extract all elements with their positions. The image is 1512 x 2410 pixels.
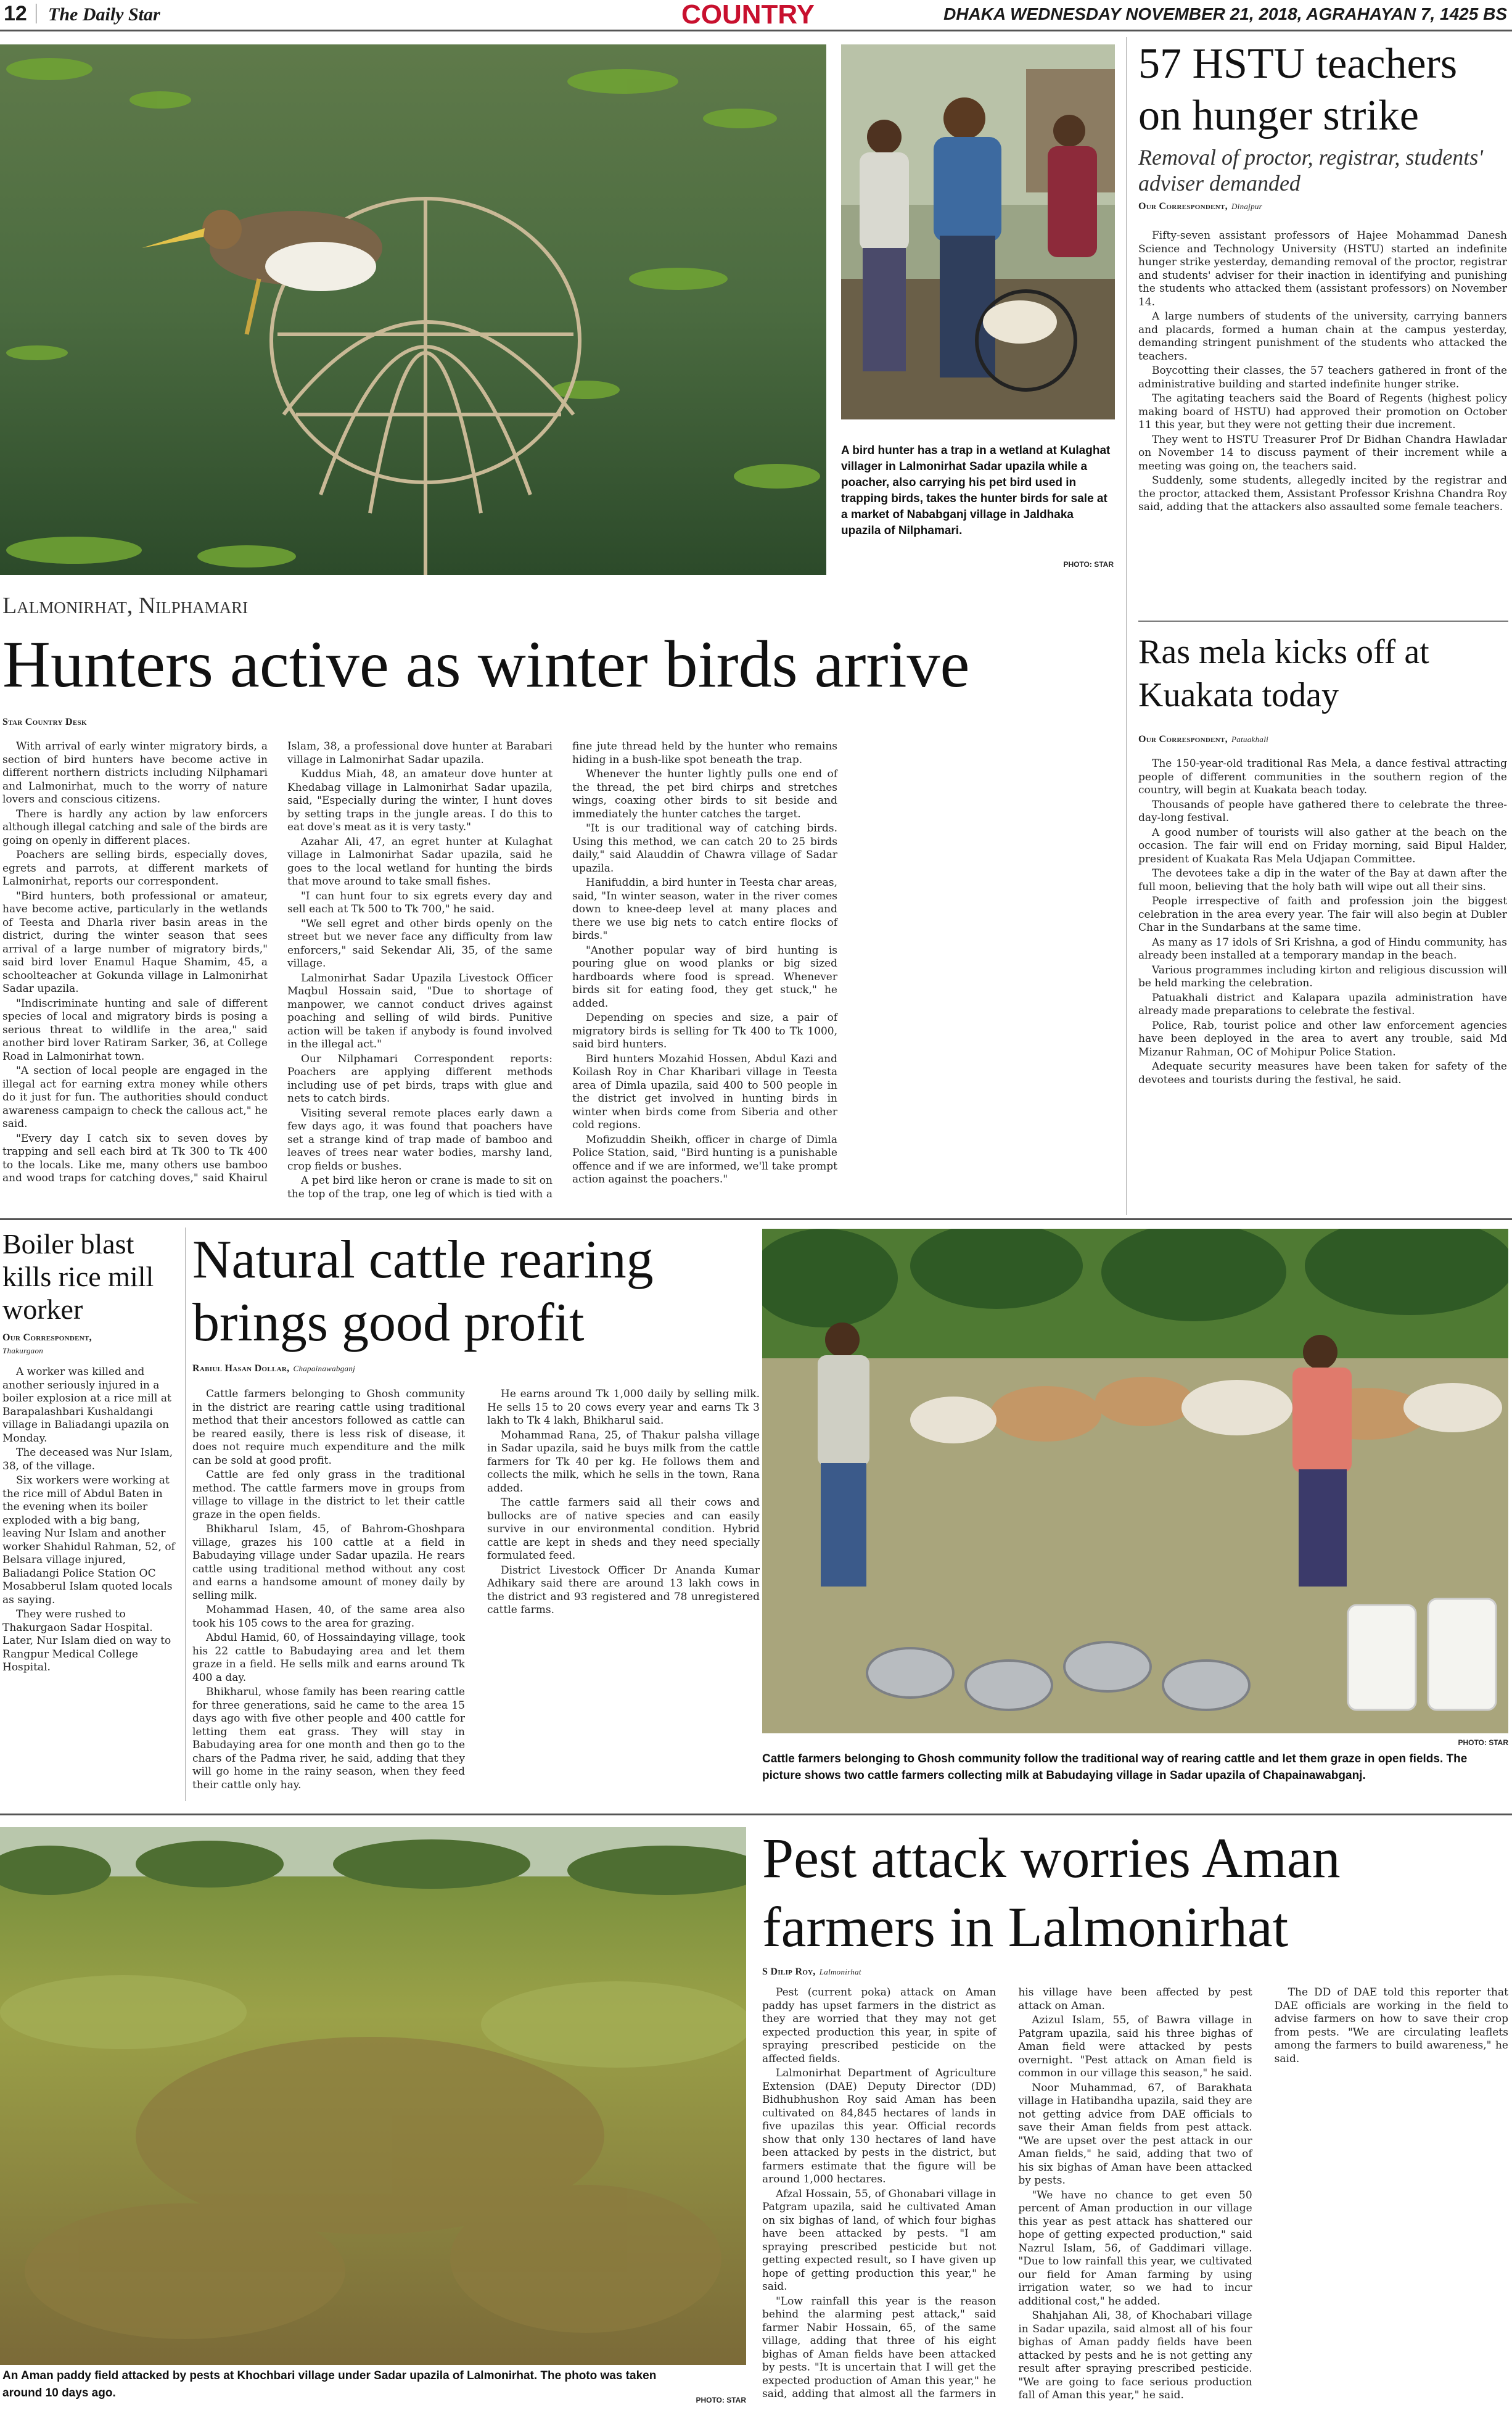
rasmela-paragraph: Thousands of people have gathered there to celebrate the three-day-long festival. [1138,798,1507,824]
hunters-paragraph: Hanifuddin, a bird hunter in Teesta char areas, said, "In winter season, water in the river comes down to knee-deep level at many places and there we use big nets to catch entire flocks of birds." [572,877,837,942]
rasmela-byline: Our Correspondent, Patuakhali [1138,734,1269,745]
header-rule [0,30,1512,31]
pest-paragraph: Noor Muhammad, 67, of Barakhata village in Hatibandha upazila, said they are not getting advice from DAE officials to save their Aman fields from pest attack. "We are upset over the pest attack in our Aman fields," he said, adding that two of his six bighas of Aman have been attacked by pests. [1018,2081,1252,2187]
rasmela-paragraph: Adequate security measures have been taken for safety of the devotees and tourists during the festival, he said. [1138,1060,1507,1086]
hunters-paragraph: Azahar Ali, 47, an egret hunter at Kulaghat village in Lalmonirhat Sadar upazila, said he goes to the local wetland for hunting the birds that move around to take small fishes. [287,835,553,888]
rasmela-headline: Ras mela kicks off at Kuakata today [1138,633,1429,714]
hunters-paragraph: A pet bird like heron or crane is made to sit on the top of the trap, one leg of which is tied with a fine jute thread held by the hunter who remains hiding in a bush-like spot beneath the trap. [287,740,837,1200]
pest-paragraph: Lalmonirhat Department of Agriculture Extension (DAE) Deputy Director (DD) Bidhubhushon Roy said Aman has been cultivated on 84,845 hectares of lands in five upazilas this year. Official records show that only 130 hectares of land have been attacked by pests in the district, but farmers estimate that the figure will be around 1,000 hectares. [762,2067,996,2185]
hunters-paragraph: There is hardly any action by law enforcers although illegal catching and sale of the birds are going on openly in different places. [2,807,268,847]
rasmela-paragraph: As many as 17 idols of Sri Krishna, a god of Hindu community, has already been installed at a temporary mandap in the beach. [1138,936,1507,962]
rasmela-paragraph: A good number of tourists will also gather at the beach on the occasion. The fair will end on Friday morning, said Bipul Halder, president of Kuakata Ras Mela Udjapan Committee. [1138,826,1507,865]
rasmela-paragraph: Various programmes including kirton and religious discussion will be held marking the celebration. [1138,964,1507,989]
cattle-headline: Natural cattle rearing brings good profit [192,1230,654,1353]
hunters-paragraph: Visiting several remote places early dawn a few days ago, it was found that poachers have set a strange kind of trap made of bamboo and leaves of trees near water bodies, marshy land, crop fields or bushes. [287,1107,553,1173]
hstu-body [1138,229,1507,611]
hunters-paragraph: Whenever the hunter lightly pulls one end of the thread, the pet bird chirps and stretches wings, coaxing other birds to sit beside and immediately the hunter catches the target. [572,768,837,820]
cattle-byline: Rabiul Hasan Dollar, Chapainawabganj [192,1363,356,1374]
cattle-photo-caption: Cattle farmers belonging to Ghosh community follow the traditional way of rearing cattle and let them graze in open fields. The picture shows two cattle farmers collecting milk at Babudaying village in Sadar upazila of Chapainawabganj. [762,1752,1468,1782]
hstu-paragraph: Fifty-seven assistant professors of Hajee Mohammad Danesh Science and Technology University (HSTU) started an indefinite hunger strike yesterday, demanding removal of the proctor, registrar and students' adviser for their inaction in identifying and punishing the students who attacked them (assistant professors) on November 14. [1138,229,1507,308]
cattle-photo [762,1229,1508,1733]
boiler-byline: Our Correspondent, Thakurgaon [2,1332,92,1355]
hunters-paragraph: Poachers are selling birds, especially doves, egrets and parrots, at different markets of Lalmonirhat, reports our correspondent. [2,849,268,888]
hunters-paragraph: "A section of local people are engaged in the illegal act for earning extra money while others do it just for fun. The authorities should conduct awareness campaign to check the callous act," he said. [2,1065,268,1130]
rasmela-paragraph: The devotees take a dip in the water of the Bay at dawn after the full moon, believing that the holy bath will wipe out all their sins. [1138,867,1507,893]
hstu-byline: Our Correspondent, Dinajpur [1138,201,1263,212]
rasmela-body [1138,757,1507,1208]
pest-paragraph: Pest (current poka) attack on Aman paddy has upset farmers in the district as they are worried that they may not get expected production this year, in spite of spraying prescribed pesticide on the affected fields. [762,1986,996,2065]
hunters-paragraph: Depending on species and size, a pair of migratory birds is selling for Tk 400 to Tk 1000, said bird hunters. [572,1012,837,1050]
masthead [0,0,1512,28]
cattle-paragraph: Abdul Hamid, 60, of Hossaindaying village, took his 22 cattle to Babudaying area and let them graze in a field. He sells milk and earns around Tk 400 a day. [192,1632,465,1684]
hunters-paragraph: "Indiscriminate hunting and sale of different species of local and migratory birds is posing a serious threat to wildlife in the area," said another bird lover Ratiram Sarker, 36, at College Road in Lalmonirhat town. [2,997,268,1063]
cattle-paragraph: Bhikharul Islam, 45, of Bahrom-Ghoshpara village, grazes his 100 cattle at a field in Babudaying village under Sadar upazila. He rears cattle using traditional method without any cost and earns a handsome amount of money daily by selling milk. [192,1523,465,1602]
cattle-photo-credit: PHOTO: STAR [1458,1738,1508,1747]
hunters-paragraph: "We sell egret and other birds openly on the street but we never face any difficulty from law enforcers," said Sekendar Ali, 35, of the same village. [287,917,553,970]
hstu-paragraph: The agitating teachers said the Board of Regents (highest policy making board of HSTU) had approved their promotion on October 11 this year, but they were not getting their due increment. [1138,392,1507,431]
cattle-body [192,1388,760,1798]
hunters-paragraph: "It is our traditional way of catching birds. Using this method, we can catch 20 to 25 birds daily," said Alauddin of Chawra village of Sadar upazila. [572,822,837,875]
pest-paragraph: Shahjahan Ali, 38, of Khochabari village in Sadar upazila, said almost all of his four bighas of Aman paddy fields have been attacked by pests and he is not getting any result after spraying prescribed pesticide. "We are going to face serious production fall of Aman this year," he said. [1018,2309,1252,2401]
pest-paragraph: Azizul Islam, 55, of Bawra village in Patgram upazila, said his three bighas of Aman field were attacked by pests overnight. "Pest attack on Aman field is common in our village this season," he said. [1018,2014,1252,2079]
hunters-paragraph: With arrival of early winter migratory birds, a section of bird hunters have become active in different northern districts including Nilphamari and Lalmonirhat, much to the worry of nature lovers and conscious citizens. [2,740,268,806]
hstu-paragraph: Boycotting their classes, the 57 teachers gathered in front of the administrative building and started indefinite hunger strike. [1138,365,1507,390]
hstu-paragraph: Suddenly, some students, allegedly incited by the registrar and the proctor, attacked them, Assistant Professor Krishna Chandra Roy said, adding that the attackers also assaulted some female teachers. [1138,474,1507,513]
cattle-paragraph: Mohammad Hasen, 40, of the same area also took his 105 cows to the area for grazing. [192,1604,465,1630]
pest-paragraph: Afzal Hossain, 55, of Ghonabari village in Patgram upazila, said he cultivated Aman on six bighas of land, of which four bighas have been attacked by pests. "I am spraying prescribed pesticide but not getting expected result, so I have given up hope of getting production this year," he said. [762,2187,996,2293]
cattle-paragraph: Cattle farmers belonging to Ghosh community in the district are rearing cattle using traditional method that their ancestors followed as cattle can be reared easily, there is less risk of disease, it does not require much expenditure and the milk can be sold at good profit. [192,1388,465,1467]
cattle-paragraph: Cattle are fed only grass in the traditional method. The cattle farmers move in groups from village to village in the district to let their cattle graze in the open fields. [192,1469,465,1521]
hunters-paragraph: Lalmonirhat Sadar Upazila Livestock Officer Maqbul Hossain said, "Due to shortage of manpower, we cannot conduct drives against poaching and selling of wild birds. Punitive action will be taken if anybody is found involved in the illegal act." [287,972,553,1050]
boiler-paragraph: They were rushed to Thakurgaon Sadar Hospital. Later, Nur Islam died on way to Rangpur Medical College Hospital. [2,1608,171,1673]
hunters-paragraph: "Bird hunters, both professional or amateur, have become active, particularly in the wetlands of Teesta and Dharla river basin areas in the district, during the winter season that sees arrival of a large number of migratory birds," said bird lover Enamul Haque Shamim, 45, a schoolteacher at Gokunda village in Lalmonirhat Sadar upazila. [2,889,268,995]
rasmela-paragraph: People irrespective of faith and profession join the biggest celebration in the area every year. The fair will also begin at Dubler Char in the Sundarbans at the same time. [1138,895,1507,934]
hstu-paragraph: A large numbers of students of the university, carrying banners and placards, formed a human chain at the campus yesterday, demanding stringent punishment of the students who attacked the teachers. [1138,310,1507,363]
bird-photo-credit: PHOTO: STAR [1063,560,1114,569]
hunters-paragraph: Our Nilphamari Correspondent reports: Poachers are applying different methods including use of pet birds, traps with glue and nets to catch birds. [287,1052,553,1105]
bird-photo-caption: A bird hunter has a trap in a wetland at Kulaghat villager in Lalmonirhat Sadar upazila while a poacher, also carrying his pet bird used in trapping birds, takes the hunter birds for sale at a market of Nababganj village in Jaldhaka upazila of Nilphamari. [841,444,1111,537]
paddy-photo-caption: An Aman paddy field attacked by pests at Khochbari village under Sadar upazila of Lalmonirhat. The photo was taken around 10 days ago. [2,2369,657,2400]
newspaper-logo: The Daily Star [48,4,160,25]
section-label: COUNTRY [681,0,815,28]
rasmela-paragraph: Police, Rab, tourist police and other law enforcement agencies have been deployed in the area to avert any trouble, said Md Mizanur Rahman, OC of Mohipur Police Station. [1138,1019,1507,1059]
pest-paragraph: "Low rainfall this year is the reason behind the alarming pest attack," said farmer Nabir Hossain, 65, of the same village, adding that three of his eight bighas of Aman fields have been attacked by pests. "It is uncertain that I will get the expected production of Aman this year," he said, adding that almost all the farmers in his village have been affected by pest attack on Aman. [762,1986,1252,2400]
pest-body [762,1986,1508,2407]
pest-paragraph: The DD of DAE told this reporter that DAE officials are working in the field to advise farmers on how to save their crop from pests. "We are circulating leaflets among the farmers to build awareness," he said. [1274,1986,1508,2065]
boiler-paragraph: A worker was killed and another seriously injured in a boiler explosion at a rice mill at Barapalashbari Kushaldangi village in Baliadangi upazila on Monday. [2,1366,171,1445]
hunters-paragraph: "Another popular way of bird hunting is pouring glue on wood planks or big sized hardboards where food is spread. Whenever birds sit for eating food, they get stuck," he added. [572,944,837,1010]
cattle-paragraph: Bhikharul, whose family has been rearing cattle for three generations, said he came to the area 15 days ago with five other people and 400 cattle for letting them eat grass. They will stay in Babudaying area for one month and then go to the chars of the Padma river, he said, adding that they will go home in the rainy season, when they feed their cattle only hay. [192,1686,465,1791]
rasmela-paragraph: Patuakhali district and Kalapara upazila administration have already made preparations to celebrate the festival. [1138,991,1507,1017]
page-number: 12 [4,2,27,25]
pest-headline: Pest attack worries Aman farmers in Lalmonirhat [762,1826,1341,1958]
boiler-headline: Boiler blast kills rice mill worker [2,1228,154,1325]
paddy-field-photo [0,1827,746,2365]
hstu-headline: 57 HSTU teachers on hunger strike [1138,40,1458,139]
hunters-paragraph: "I can hunt four to six egrets every day and sell each at Tk 500 to Tk 700," he said. [287,889,553,915]
dateline: DHAKA WEDNESDAY NOVEMBER 21, 2018, AGRAHAYAN 7, 1425 BS [943,4,1507,23]
hunters-paragraph: Mofizuddin Sheikh, officer in charge of Dimla Police Station, said, "Bird hunting is a punishable offence and if we are informed, we'll take prompt action against the poachers." [572,1133,837,1186]
hunters-body [2,740,1122,1205]
bird-trap-photo [0,44,826,575]
hunters-paragraph: "Every day I catch six to seven doves by trapping and sell each bird at Tk 300 to Tk 400 to the locals. Like me, many others use bamboo and wood traps for catching doves," said Khairul Islam, 38, a professional dove hunter at Barabari village in Lalmonirhat Sadar upazila. [2,740,553,1184]
poacher-photo [841,44,1115,419]
hstu-subheadline: Removal of proctor, registrar, students' adviser demanded [1138,145,1484,196]
hunters-byline: Star Country Desk [2,717,87,727]
boiler-body [2,1366,181,1797]
cattle-paragraph: District Livestock Officer Dr Ananda Kumar Adhikary said there are around 13 lakh cows in the district and 93 registered and 78 unregistered cattle farms. [487,1564,760,1616]
paddy-photo-credit: PHOTO: STAR [696,2396,746,2404]
hunters-paragraph: Bird hunters Mozahid Hossen, Abdul Kazi and Koilash Roy in Char Kharibari village in Teesta area of Dimla upazila, said 400 to 500 people in the district get involved in hunting birds in winter when birds come from Siberia and other cold regions. [572,1052,837,1131]
boiler-paragraph: The deceased was Nur Islam, 38, of the village. [2,1446,173,1472]
hunters-headline: Hunters active as winter birds arrive [2,628,970,701]
cattle-paragraph: The cattle farmers said all their cows and bullocks are of native species and can easily survive in our environmental condition. Hybrid cattle are kept in sheds and they need specially formulated feed. [487,1496,760,1562]
pest-byline: S Dilip Roy, Lalmonirhat [762,1966,861,1977]
hstu-paragraph: They went to HSTU Treasurer Prof Dr Bidhan Chandra Hawladar on November 14 to discuss payment of their increment while a meeting was going on, the teachers said. [1138,433,1507,473]
hunters-paragraph: Kuddus Miah, 48, an amateur dove hunter at Khedabag village in Lalmonirhat Sadar upazila, said, "Especially during the winter, I hunt doves by setting traps in the jungle areas. I do this to eat dove's meat as it is very tasty." [287,768,553,833]
hunters-kicker: Lalmonirhat, Nilphamari [2,593,249,619]
cattle-paragraph: Mohammad Rana, 25, of Thakur palsha village in Sadar upazila, said he buys milk from the cattle farmers for Tk 40 per kg. He follows them and collects the milk, which he sells in the town, Rana added. [487,1429,760,1495]
boiler-paragraph: Six workers were working at the rice mill of Abdul Baten in the evening when its boiler exploded with a big bang, leaving Nur Islam and another worker Shahidul Rahman, 52, of Belsara village injured, Baliadangi Police Station OC Mosabberul Islam quoted locals as saying. [2,1474,175,1606]
pest-paragraph: "We have no chance to get even 50 percent of Aman production in our village this year as pest attack has shattered our hope of getting expected production," said Nazrul Islam, 56, of Gaddimari village. "Due to low rainfall this year, we cultivated our field for Aman farming by using irrigation water, so we had to incur additional cost," he added. [1018,2189,1252,2308]
cattle-paragraph: He earns around Tk 1,000 daily by selling milk. He sells 15 to 20 cows every year and earns Tk 3 lakh to Tk 4 lakh, Bhikharul said. [487,1388,760,1427]
rasmela-paragraph: The 150-year-old traditional Ras Mela, a dance festival attracting people of different communities in the southern region of the country, will begin at Kuakata beach today. [1138,757,1507,796]
